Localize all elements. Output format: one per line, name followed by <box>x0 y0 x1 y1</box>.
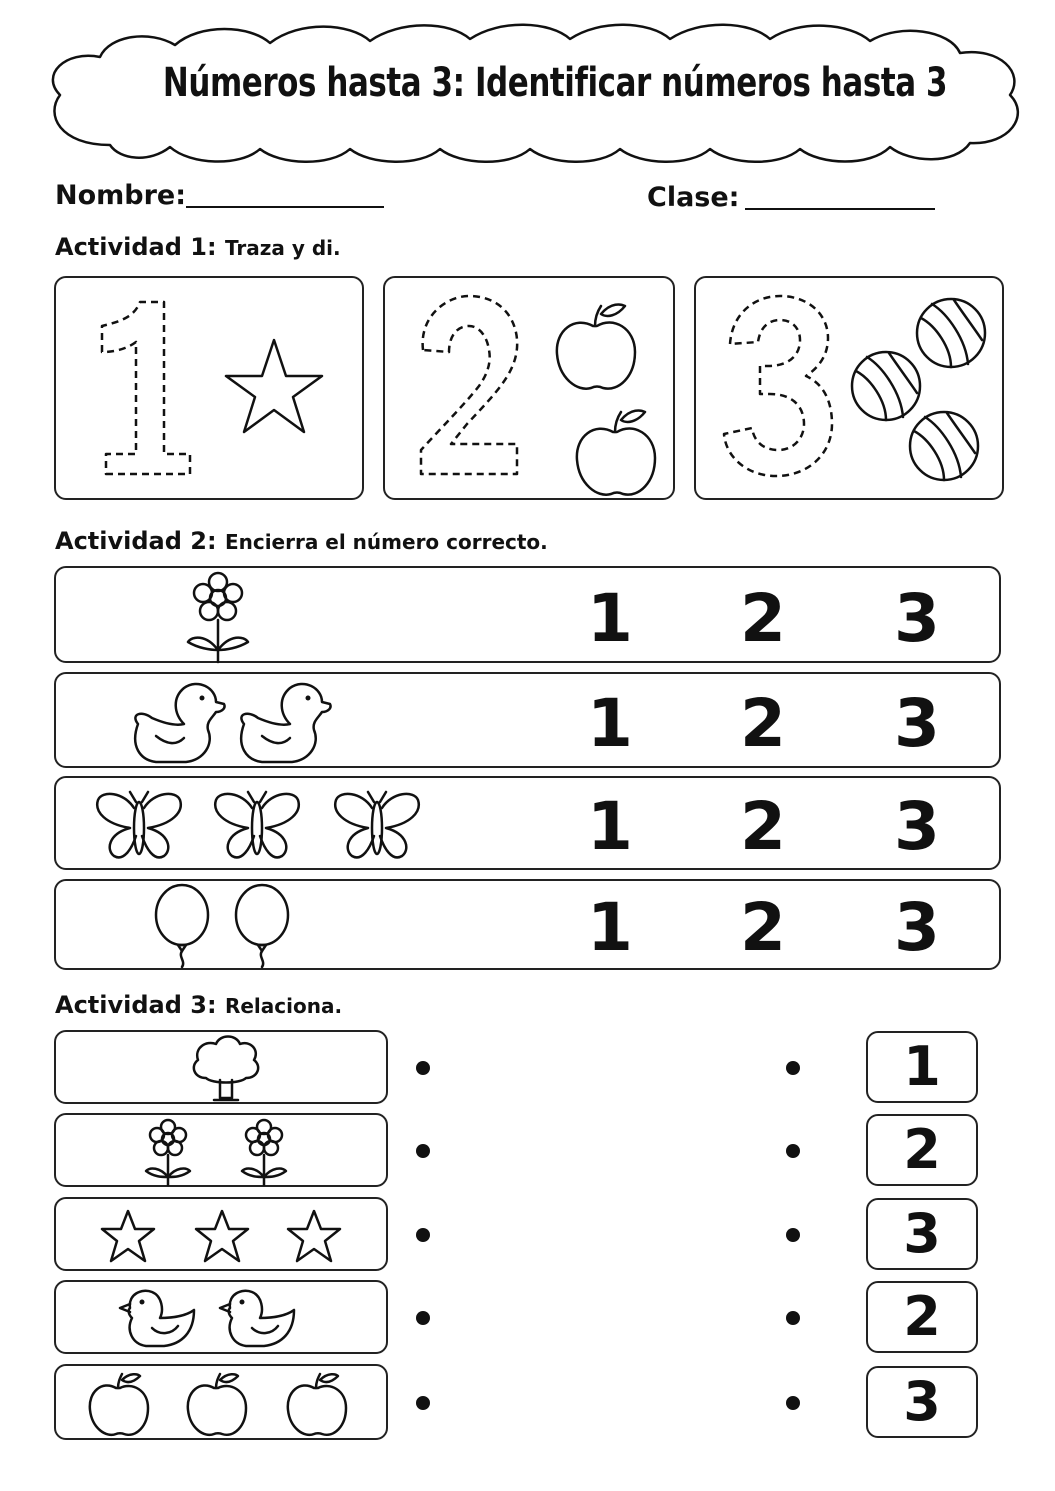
count-row-1 <box>54 566 1001 663</box>
star-icon <box>96 1199 356 1273</box>
right-dot-3[interactable] <box>786 1228 800 1242</box>
butterfly-icon <box>94 778 434 872</box>
option-1[interactable]: 1 <box>587 685 633 762</box>
name-label: Nombre: <box>55 180 187 211</box>
trace-two-icon <box>385 278 677 502</box>
activity3-instruction: Relaciona. <box>224 994 343 1018</box>
class-line[interactable] <box>745 208 935 210</box>
activity1-heading <box>55 233 341 261</box>
option-1[interactable]: 1 <box>587 580 633 657</box>
count-row-3 <box>54 776 1001 870</box>
ball-icon <box>852 352 920 420</box>
flower-icon <box>138 1115 298 1189</box>
ball-icon <box>917 299 985 367</box>
activity1-instruction: Traza y di. <box>224 236 341 260</box>
left-dot-4[interactable] <box>416 1311 430 1325</box>
option-2[interactable]: 2 <box>740 788 786 865</box>
option-1[interactable]: 1 <box>587 788 633 865</box>
left-dot-3[interactable] <box>416 1228 430 1242</box>
activity2-instruction: Encierra el número correcto. <box>224 530 548 554</box>
match-row-5 <box>54 1364 388 1440</box>
activity1-label: Actividad 1: <box>55 233 217 261</box>
right-dot-2[interactable] <box>786 1144 800 1158</box>
right-dot-4[interactable] <box>786 1311 800 1325</box>
option-3[interactable]: 3 <box>894 788 940 865</box>
trace-card-2 <box>383 276 675 500</box>
option-3[interactable]: 3 <box>894 580 940 657</box>
trace-one-icon <box>56 278 366 502</box>
option-3[interactable]: 3 <box>894 685 940 762</box>
left-dot-2[interactable] <box>416 1144 430 1158</box>
trace-card-3 <box>694 276 1004 500</box>
left-dot-1[interactable] <box>416 1061 430 1075</box>
right-dot-5[interactable] <box>786 1396 800 1410</box>
star-icon <box>226 340 322 432</box>
right-dot-1[interactable] <box>786 1061 800 1075</box>
match-row-3 <box>54 1197 388 1271</box>
name-line[interactable] <box>186 206 384 208</box>
count-row-2 <box>54 672 1001 768</box>
flower-icon <box>176 568 276 665</box>
option-1[interactable]: 1 <box>587 889 633 966</box>
class-label: Clase: <box>647 182 740 213</box>
activity3-label: Actividad 3: <box>55 991 217 1019</box>
trace-card-1 <box>54 276 364 500</box>
option-3[interactable]: 3 <box>894 889 940 966</box>
page-title: Números hasta 3: Identificar números hasta 3 <box>162 60 948 106</box>
option-2[interactable]: 2 <box>740 580 786 657</box>
trace-three-icon <box>696 278 1006 502</box>
tree-icon <box>186 1032 266 1106</box>
left-dot-5[interactable] <box>416 1396 430 1410</box>
activity2-heading <box>55 527 548 555</box>
apple-icon <box>84 1366 384 1442</box>
ball-icon <box>910 412 978 480</box>
option-2[interactable]: 2 <box>740 889 786 966</box>
match-row-1 <box>54 1030 388 1104</box>
bird-icon <box>116 1282 316 1356</box>
match-row-2 <box>54 1113 388 1187</box>
number-box-5: 3 <box>866 1366 978 1438</box>
apple-icon <box>577 410 655 494</box>
activity3-heading <box>55 991 342 1019</box>
number-box-1: 1 <box>866 1031 978 1103</box>
count-row-4 <box>54 879 1001 970</box>
number-box-2: 2 <box>866 1114 978 1186</box>
number-box-3: 3 <box>866 1198 978 1270</box>
number-box-4: 2 <box>866 1281 978 1353</box>
balloon-icon <box>152 881 312 972</box>
duck-icon <box>126 674 336 770</box>
option-2[interactable]: 2 <box>740 685 786 762</box>
activity2-label: Actividad 2: <box>55 527 217 555</box>
match-row-4 <box>54 1280 388 1354</box>
apple-icon <box>557 304 635 388</box>
